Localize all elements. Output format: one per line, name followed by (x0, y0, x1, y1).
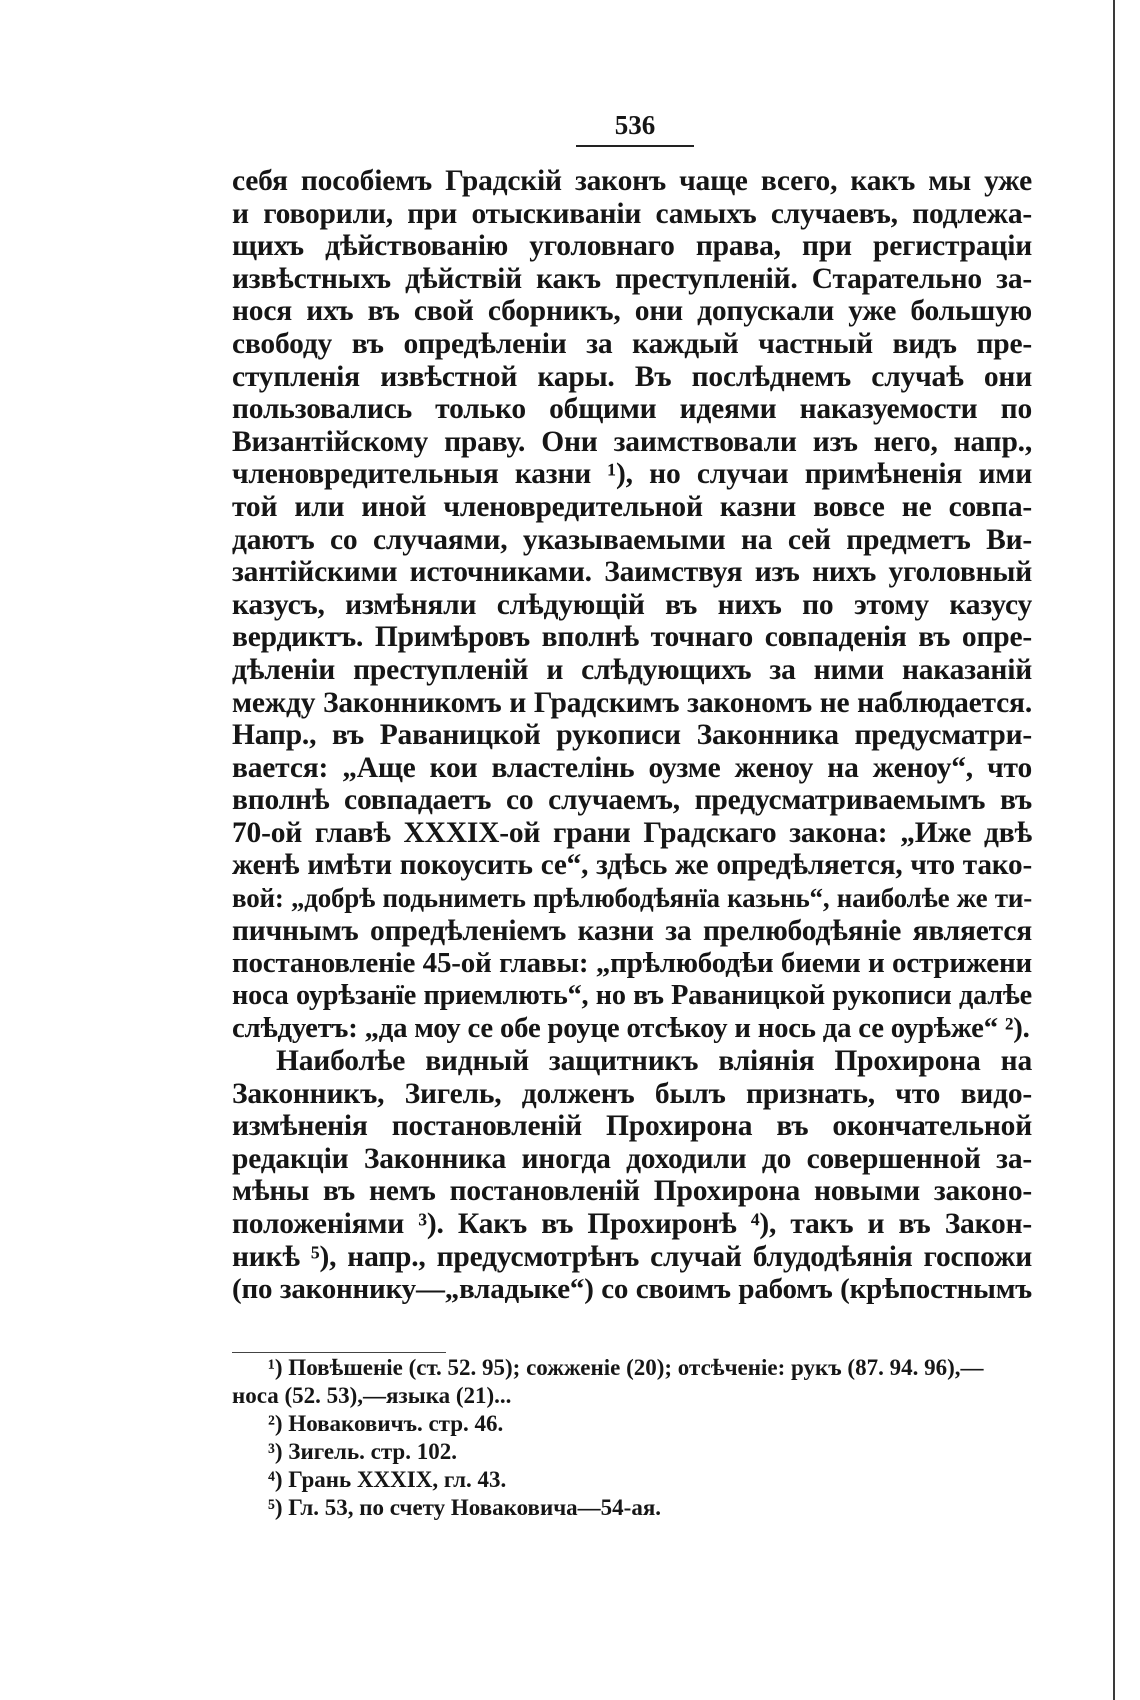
text-line: носа оурѣзанїе приемлють“, но въ Раваницкой рукописи далѣе (232, 979, 1032, 1011)
text-line: Наиболѣе видный защитникъ вліянія Прохирона на (276, 1045, 1032, 1078)
footnote-separator (232, 1352, 446, 1353)
text-line: Византійскому праву. Они заимствовали изъ него, напр., (232, 425, 1032, 458)
footnote: ⁴) Грань XXXIX, гл. 43. (268, 1467, 507, 1492)
text-line: мѣны въ немъ постановленій Прохирона новыми законо- (232, 1175, 1032, 1208)
text-line: нося ихъ въ свой сборникъ, они допускали уже большую (232, 295, 1032, 328)
text-line: свободу въ опредѣленіи за каждый частный видъ пре- (232, 327, 1032, 360)
text-line: (по законнику—„владыке“) со своимъ рабомъ (крѣпостнымъ (232, 1273, 1032, 1306)
text-line: извѣстныхъ дѣйствій какъ преступленій. Старательно за- (232, 262, 1032, 295)
page-number-rule (576, 145, 694, 147)
footnotes (232, 1354, 1032, 1522)
text-line: щихъ дѣйствованію уголовнаго права, при регистраціи (232, 230, 1032, 263)
text-line: 70-ой главѣ XXXIX-ой грани Градскаго закона: „Иже двѣ (232, 816, 1032, 849)
text-line: слѣдуетъ: „да моу се обе роуце отсѣкоу и нось да се оурѣже“ ²). (232, 1012, 1030, 1045)
text-line: членовредительныя казни ¹), но случаи примѣненія ими (232, 458, 1032, 491)
body-text (232, 165, 1032, 1306)
text-line: женѣ имѣти покоусить се“, здѣсь же опредѣляется, что тако- (232, 849, 1032, 882)
text-line: вполнѣ совпадаетъ со случаемъ, предусматриваемымъ въ (232, 784, 1032, 817)
text-line: редакціи Законника иногда доходили до совершенной за- (232, 1142, 1032, 1175)
text-line: измѣненія постановленій Прохирона въ окончательной (232, 1110, 1032, 1143)
text-line: вается: „Аще кои властелінь оузме женоу на женоу“, что (232, 751, 1032, 784)
text-line: Напр., въ Раваницкой рукописи Законника предусматри- (232, 719, 1032, 752)
text-line: никѣ ⁵), напр., предусмотрѣнъ случай блудодѣянія госпожи (232, 1240, 1032, 1273)
footnote: ¹) Повѣшеніе (ст. 52. 95); сожженіе (20); отсѣченіе: рукъ (87. 94. 96),— (268, 1355, 984, 1380)
text-line: Законникъ, Зигель, долженъ былъ признать, что видо- (232, 1077, 1032, 1110)
text-line: себя пособіемъ Градскій законъ чаще всего, какъ мы уже (232, 165, 1032, 197)
text-line: вой: „добрѣ подьниметь прѣлюбодѣянїа казьнь“, наиболѣе же ти- (232, 883, 1032, 914)
text-line: дѣленіи преступленій и слѣдующихъ за ними наказаній (232, 653, 1032, 686)
footnote: ⁵) Гл. 53, по счету Новаковича—54-ая. (268, 1495, 662, 1520)
text-line: даютъ со случаями, указываемыми на сей предметъ Ви- (232, 523, 1032, 556)
text-line: положеніями ³). Какъ въ Прохиронѣ ⁴), такъ и въ Закон- (232, 1208, 1032, 1240)
text-line: казусъ, измѣняли слѣдующій въ нихъ по этому казусу (232, 588, 1032, 621)
footnote: ³) Зигель. стр. 102. (268, 1439, 457, 1464)
text-line: пользовались только общими идеями наказуемости по (232, 393, 1032, 426)
text-line: той или иной членовредительной казни вовсе не совпа- (232, 490, 1032, 523)
text-line: между Законникомъ и Градскимъ закономъ не наблюдается. (232, 686, 1032, 719)
footnote: носа (52. 53),—языка (21)... (232, 1383, 512, 1408)
text-line: пичнымъ опредѣленіемъ казни за прелюбодѣяніе является (232, 914, 1032, 947)
page-number: 536 (614, 110, 656, 140)
text-line: зантійскими источниками. Заимствуя изъ нихъ уголовный (232, 556, 1032, 589)
text-line: и говорили, при отыскиваніи самыхъ случаевъ, подлежа- (232, 197, 1032, 230)
page-edge-line (1113, 0, 1115, 1700)
text-line: постановленіе 45-ой главы: „прѣлюбодѣи биеми и острижени (232, 947, 1032, 980)
text-line: вердиктъ. Примѣровъ вполнѣ точнаго совпаденія въ опре- (232, 621, 1032, 654)
text-line: ступленія извѣстной кары. Въ послѣднемъ случаѣ они (232, 360, 1032, 393)
footnote: ²) Новаковичъ. стр. 46. (268, 1411, 504, 1436)
